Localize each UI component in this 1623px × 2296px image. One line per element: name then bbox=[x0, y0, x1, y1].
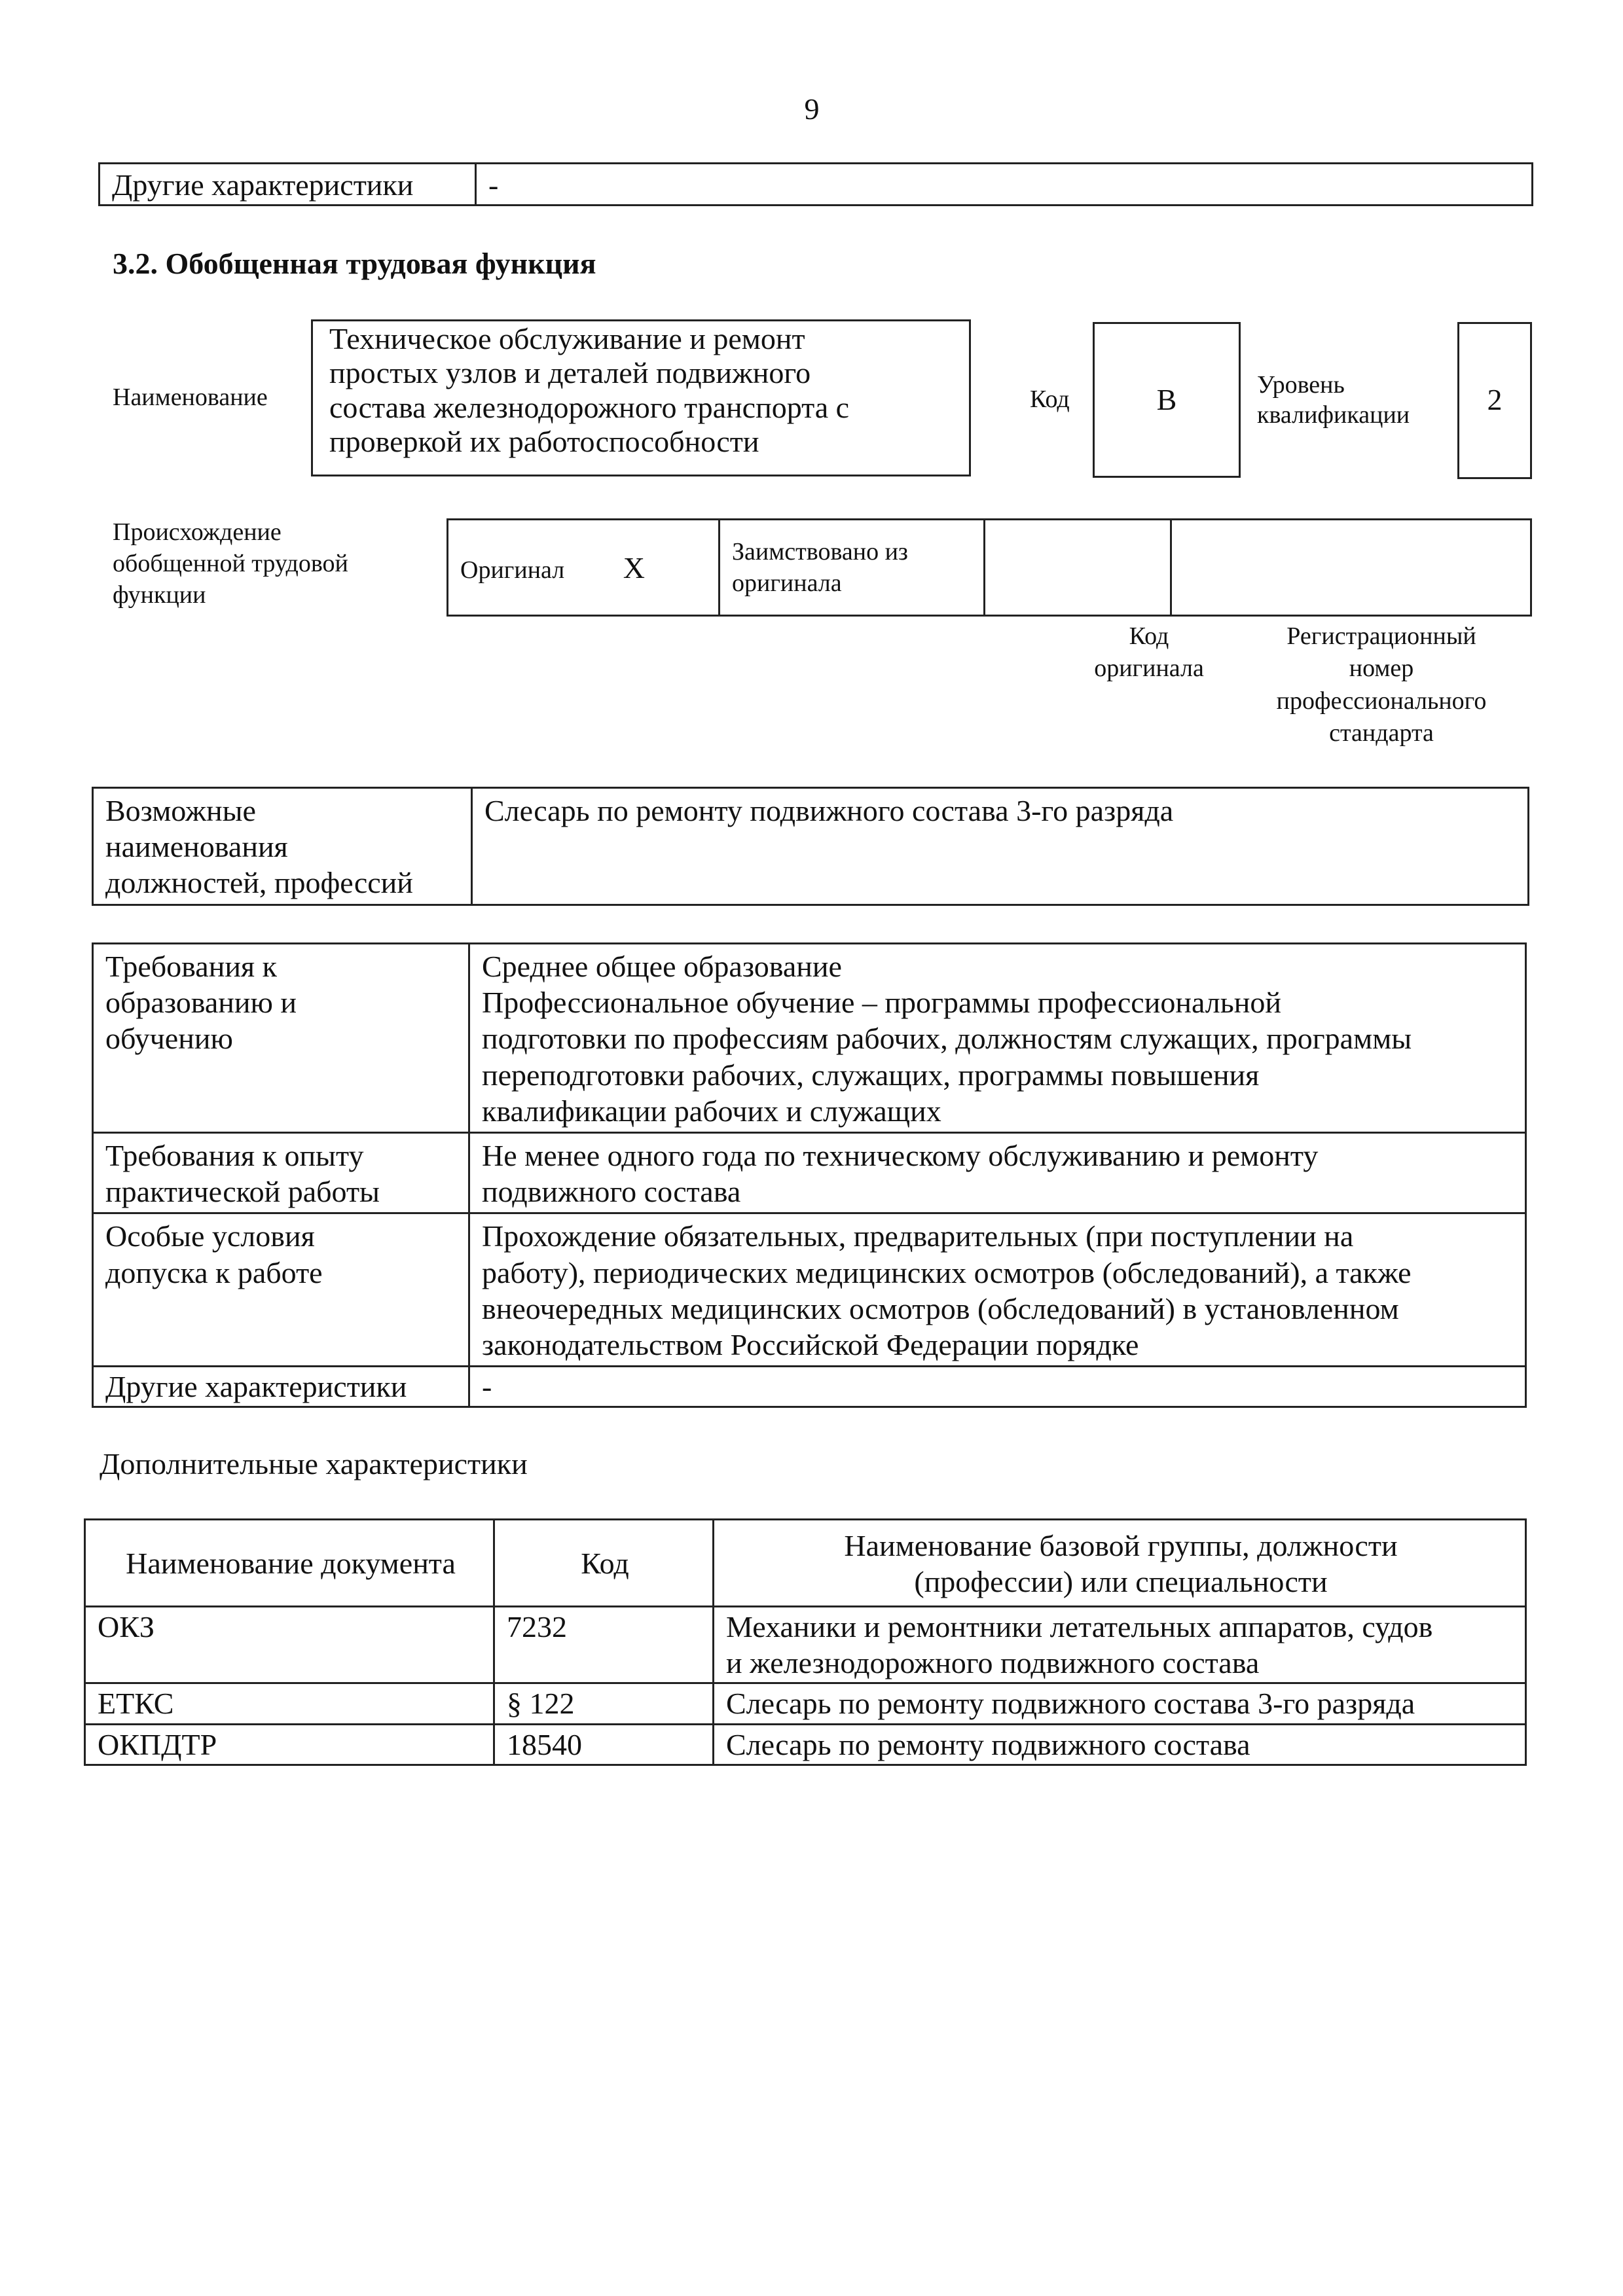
row-document: ОКПДТР bbox=[85, 1724, 494, 1765]
additional-title: Дополнительные характеристики bbox=[100, 1447, 528, 1480]
education-value: Среднее общее образование Профессиональное обучение – программы профессиональной подготовки по профессиям рабочих, должностям служащих, программы переподготовки рабочих, служащих, программы повышения квалификации рабочих и служащих bbox=[469, 944, 1526, 1133]
code-value: B bbox=[1156, 383, 1177, 416]
origin-table bbox=[447, 518, 1532, 617]
table-row bbox=[85, 1724, 1526, 1765]
row-document: ЕТКС bbox=[85, 1683, 494, 1724]
name-label: Наименование bbox=[113, 384, 268, 411]
origin-code-caption: Код оригинала bbox=[1094, 622, 1204, 683]
code-label: Код bbox=[1030, 386, 1070, 413]
row-group: Слесарь по ремонту подвижного состава 3-го разряда bbox=[714, 1683, 1526, 1724]
origin-reg-cell bbox=[1171, 520, 1531, 616]
requirements-row bbox=[93, 1132, 1526, 1213]
header-document: Наименование документа bbox=[85, 1520, 494, 1607]
name-value: Техническое обслуживание и ремонт простых узлов и деталей подвижного состава железнодорожного транспорта с проверкой их работоспособности bbox=[329, 322, 850, 459]
row-code: 18540 bbox=[494, 1724, 714, 1765]
experience-value: Не менее одного года по техническому обслуживанию и ремонту подвижного состава bbox=[469, 1132, 1526, 1213]
additional-table bbox=[84, 1518, 1527, 1766]
admission-value: Прохождение обязательных, предварительных (при поступлении на работу), периодических медицинских осмотров (обследований), а также внеочередных медицинских осмотров (обследований) в установленном законодательством Российской Федерации порядке bbox=[469, 1213, 1526, 1367]
top-other-label: Другие характеристики bbox=[100, 164, 476, 206]
positions-label: Возможные наименования должностей, профессий bbox=[93, 788, 472, 905]
row-code: § 122 bbox=[494, 1683, 714, 1724]
row-group: Механики и ремонтники летательных аппаратов, судов и железнодорожного подвижного состава bbox=[714, 1607, 1526, 1683]
origin-borrowed-label: Заимствовано из оригинала bbox=[720, 520, 985, 616]
page-number: 9 bbox=[804, 92, 820, 126]
requirements-row bbox=[93, 1367, 1526, 1407]
education-label: Требования к образованию и обучению bbox=[93, 944, 469, 1133]
header-code: Код bbox=[494, 1520, 714, 1607]
requirements-table bbox=[92, 942, 1527, 1408]
requirements-row bbox=[93, 1213, 1526, 1367]
top-other-value: - bbox=[476, 164, 1533, 206]
header-group: Наименование базовой группы, должности (профессии) или специальности bbox=[714, 1520, 1526, 1607]
origin-label: Происхождение обобщенной трудовой функции bbox=[113, 518, 348, 609]
level-value: 2 bbox=[1487, 383, 1503, 416]
level-label: Уровень квалификации bbox=[1257, 371, 1410, 429]
origin-original-cell bbox=[448, 520, 720, 616]
section-title: 3.2. Обобщенная трудовая функция bbox=[113, 247, 596, 280]
table-row bbox=[85, 1607, 1526, 1683]
top-other-characteristics-table bbox=[98, 162, 1533, 206]
other-characteristics-value: - bbox=[469, 1367, 1526, 1407]
row-document: ОКЗ bbox=[85, 1607, 494, 1683]
row-group: Слесарь по ремонту подвижного состава bbox=[714, 1724, 1526, 1765]
table-row bbox=[85, 1683, 1526, 1724]
origin-code-cell bbox=[985, 520, 1171, 616]
origin-reg-caption: Регистрационный номер профессионального стандарта bbox=[1276, 622, 1487, 747]
positions-table bbox=[92, 787, 1529, 906]
origin-original-label: Оригинал bbox=[460, 556, 565, 584]
row-code: 7232 bbox=[494, 1607, 714, 1683]
additional-header-row bbox=[85, 1520, 1526, 1607]
requirements-row bbox=[93, 944, 1526, 1133]
experience-label: Требования к опыту практической работы bbox=[93, 1132, 469, 1213]
other-characteristics-label: Другие характеристики bbox=[93, 1367, 469, 1407]
origin-original-mark: X bbox=[623, 551, 645, 585]
admission-label: Особые условия допуска к работе bbox=[93, 1213, 469, 1367]
positions-value: Слесарь по ремонту подвижного состава 3-го разряда bbox=[472, 788, 1529, 905]
